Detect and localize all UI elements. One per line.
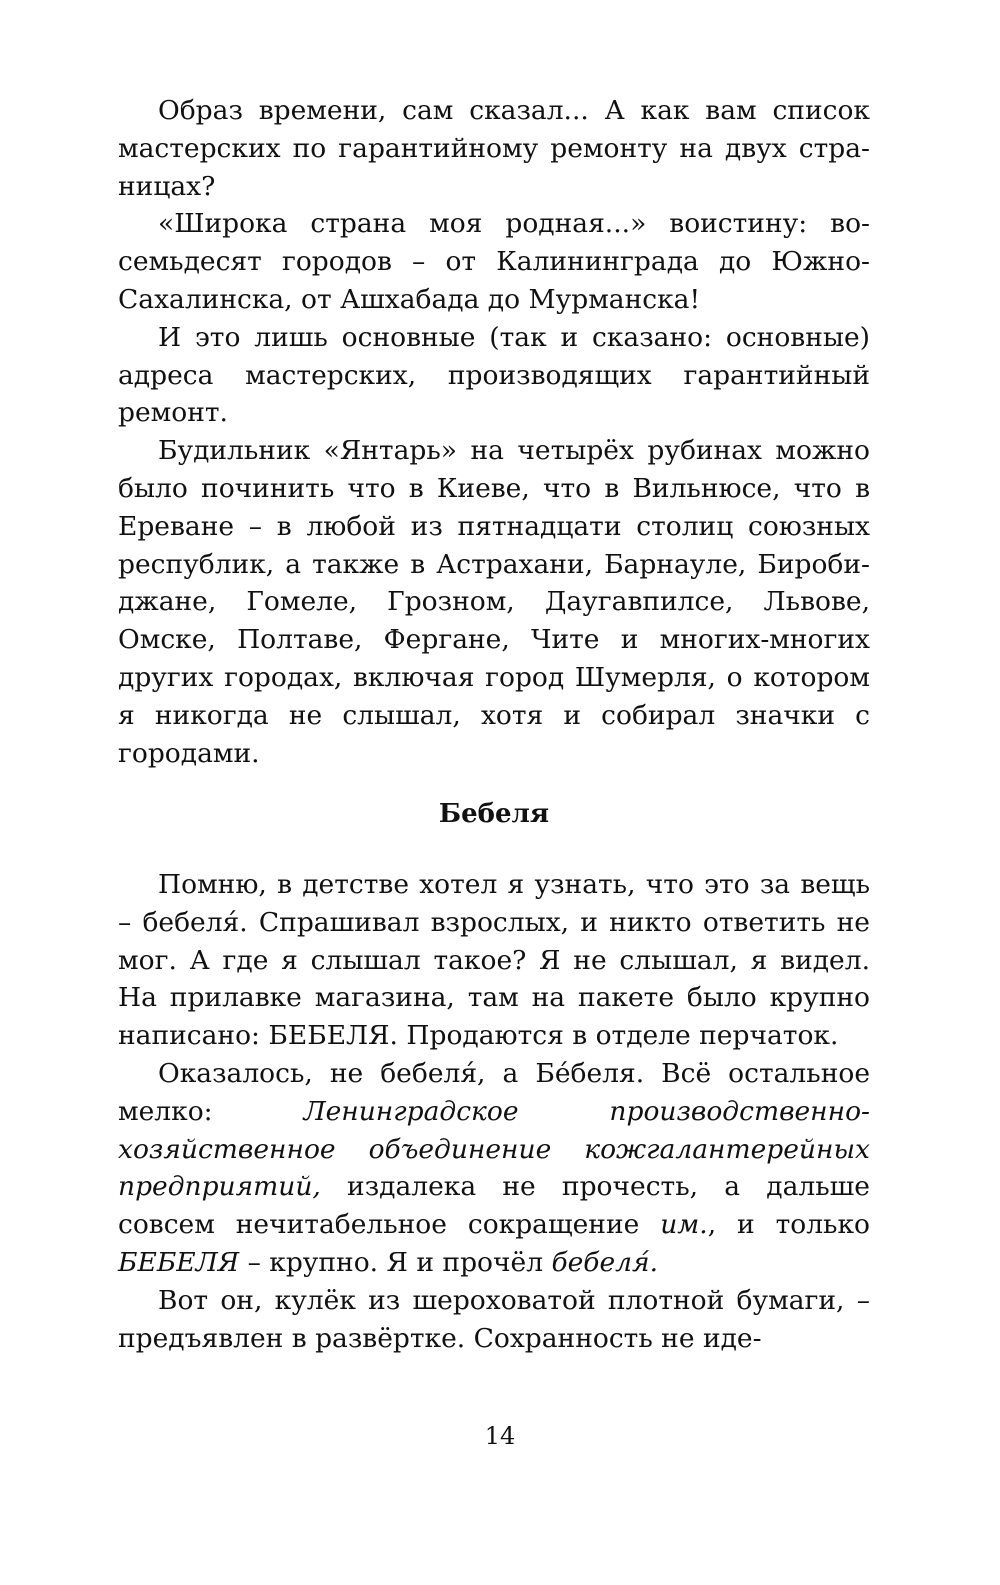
- body-text-upper: [118, 92, 870, 772]
- paragraph: Помню, в детстве хотел я узнать, что это за вещь – бебеля́. Спрашивал взрослых, и никто ответить не мог. А где я слышал такое? Я не слышал, я видел. На прилавке магазина, там на пакете было крупно написано: БЕБЕЛЯ. Продаются в отделе перчаток.: [118, 869, 870, 1052]
- paragraph: Образ времени, сам сказал... А как вам список мастерских по гарантийному ремонту на двух страницах?: [118, 95, 870, 202]
- italic-text: им.: [660, 1209, 708, 1241]
- paragraph: И это лишь основные (так и сказано: основные) адреса мастерских, производящих гарантийный ремонт.: [118, 321, 870, 429]
- text-run: издалека не прочесть, а дальше совсем нечитабельное сокращение: [118, 1171, 870, 1241]
- section-heading: Бебеля: [438, 799, 550, 829]
- paragraph-mixed: [118, 1055, 870, 1282]
- paragraph: Вот он, кулёк из шероховатой плотной бумаги, – предъявлен в развёртке. Сохранность не иде-: [118, 1284, 870, 1354]
- paragraph: «Широка страна моя родная...» воистину: восемьдесят городов – от Калининграда до Южно-Сахалинска, от Ашхабада до Мурманска!: [118, 208, 870, 315]
- page-number: 14: [484, 1422, 516, 1450]
- text-run: Оказалось, не бебеля́, а Бе́беля. Всё остальное мелко:: [118, 1057, 870, 1127]
- text-run: – крупно. Я и прочёл: [239, 1246, 552, 1278]
- italic-text: Ленинградское производственно-хозяйственное объединение кожгалантерейных предприятий,: [118, 1095, 870, 1203]
- italic-text: БЕБЕЛЯ: [118, 1246, 240, 1278]
- text-run: , и только: [707, 1209, 870, 1241]
- italic-text: бебеля́.: [551, 1246, 659, 1278]
- section-body: [118, 866, 870, 1357]
- paragraph: Будильник «Янтарь» на четырёх рубинах можно было починить что в Киеве, что в Вильнюсе, что в Ереване – в любой из пятнадцати столиц союзных республик, а также в Астрахани, Барнауле, Биробиджане, Гомеле, Грозном, Даугавпилсе, Львове, Омске, Полтаве, Фергане, Чите и многих-многих других городах, включая город Шумерля, о котором я никогда не слышал, хотя и собирал значки с городами.: [118, 435, 870, 769]
